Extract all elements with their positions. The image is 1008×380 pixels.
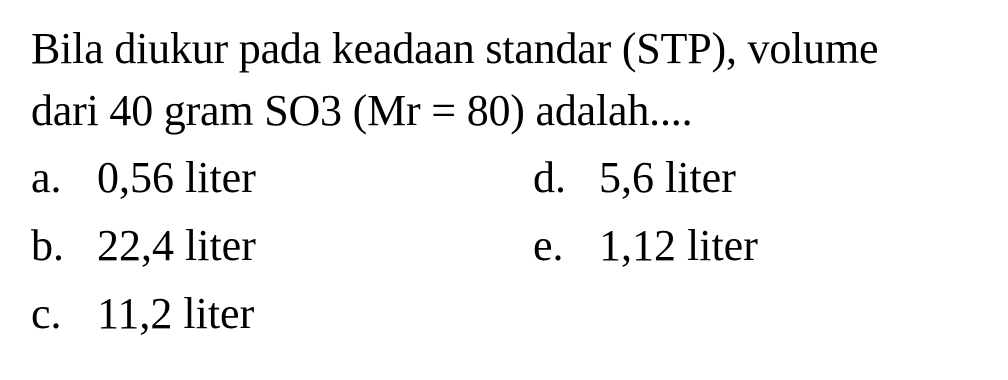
option-c[interactable]	[31, 286, 254, 342]
option-text: 22,4 liter	[97, 221, 256, 270]
option-text: 1,12 liter	[599, 221, 758, 270]
question-line-1: Bila diukur pada keadaan standar (STP), volume	[31, 24, 879, 73]
option-e[interactable]	[533, 218, 758, 274]
question-line-2: dari 40 gram SO3 (Mr = 80) adalah....	[31, 86, 693, 135]
question-text	[31, 18, 991, 142]
option-letter: e.	[533, 221, 564, 270]
option-text: 5,6 liter	[599, 153, 736, 202]
option-d[interactable]	[533, 150, 736, 206]
option-a[interactable]	[31, 150, 256, 206]
option-letter: a.	[31, 153, 62, 202]
option-b[interactable]	[31, 218, 256, 274]
option-text: 11,2 liter	[97, 289, 255, 338]
option-letter: b.	[31, 221, 64, 270]
option-text: 0,56 liter	[97, 153, 256, 202]
option-letter: c.	[31, 289, 62, 338]
option-letter: d.	[533, 153, 566, 202]
